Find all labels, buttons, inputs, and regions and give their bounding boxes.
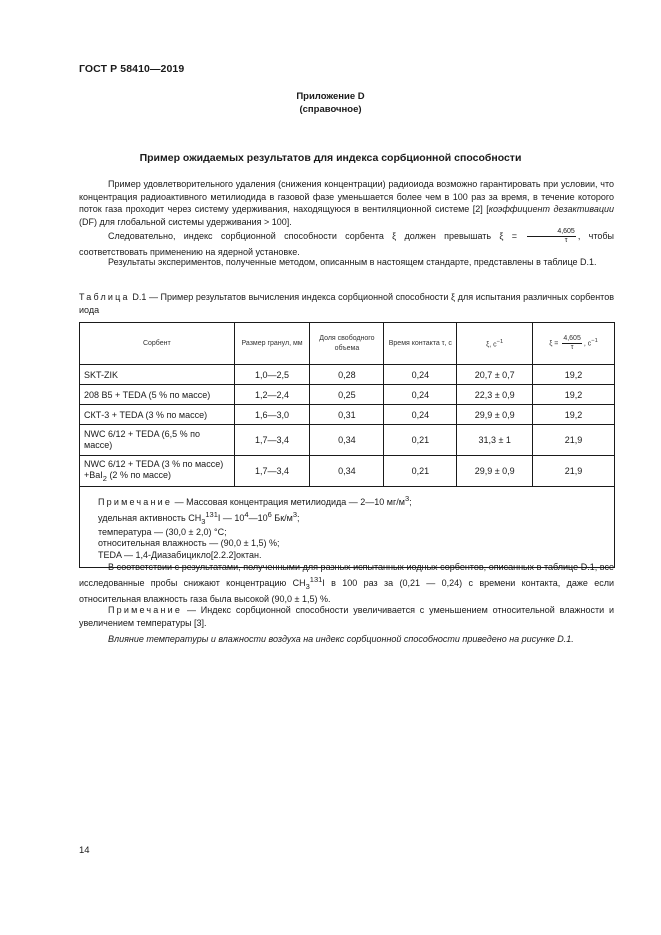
cell-time: 0,21 — [384, 456, 457, 487]
cell-sorbent: SKT-ZIK — [80, 365, 235, 385]
note-line-2-sup-c: 6 — [267, 509, 272, 519]
table-note — [80, 487, 615, 568]
header-xi-text: ξ, с — [486, 341, 497, 349]
note-line-2-sup-b: 4 — [244, 509, 249, 519]
cell-size: 1,2—2,4 — [234, 385, 310, 405]
note-line-2-text-c: —10 — [248, 512, 268, 523]
table-note-row — [80, 487, 615, 568]
cell-time: 0,24 — [384, 405, 457, 425]
header-xi — [457, 323, 533, 365]
cell-calc: 21,9 — [533, 456, 615, 487]
cell-xi: 29,9 ± 0,9 — [457, 405, 533, 425]
cell-calc: 21,9 — [533, 425, 615, 456]
note-line-2-end: ; — [297, 512, 300, 523]
table-row — [80, 425, 615, 456]
header-sorbent: Сорбент — [80, 323, 235, 365]
document-standard-number: ГОСТ Р 58410—2019 — [79, 63, 185, 75]
header-contact-time: Время контакта τ, с — [384, 323, 457, 365]
appendix-title: Приложение D — [296, 91, 365, 102]
cell-sorbent-sub: 2 — [102, 473, 107, 483]
cell-time: 0,21 — [384, 425, 457, 456]
table-label: Таблица — [79, 292, 130, 302]
cell-xi: 29,9 ± 0,9 — [457, 456, 533, 487]
note-line-2-text: удельная активность CH — [98, 512, 202, 523]
cell-free: 0,34 — [310, 456, 384, 487]
cell-sorbent-text-end: (2 % по массе) — [106, 469, 172, 480]
note-line-3: температура — (30,0 ± 2,0) °С; — [98, 526, 227, 537]
header-fraction — [562, 335, 582, 352]
note-line-2-text-b: I — 10 — [217, 512, 245, 523]
table-row — [80, 405, 615, 425]
cell-calc: 19,2 — [533, 385, 615, 405]
note-2-label: Примечание — [108, 605, 183, 615]
cell-free: 0,31 — [310, 405, 384, 425]
note-line-1-end: ; — [409, 497, 412, 507]
cell-free: 0,25 — [310, 385, 384, 405]
page-number: 14 — [79, 845, 90, 856]
cell-sorbent — [80, 456, 235, 487]
appendix-type: (справочное) — [299, 104, 362, 115]
paragraph-4-text-end: I в 100 раз за (0,21 — 0,24) с времени контакта, даже если относительная влажность газа была высокой (90,0 ± 1,5) %. — [79, 577, 614, 604]
cell-calc: 19,2 — [533, 365, 615, 385]
cell-sorbent: 208 B5 + TEDA (5 % по массе) — [80, 385, 235, 405]
cell-xi: 20,7 ± 0,7 — [457, 365, 533, 385]
cell-sorbent: СКТ-3 + TEDA (3 % по массе) — [80, 405, 235, 425]
paragraph-1 — [79, 178, 614, 228]
paragraph-5: Влияние температуры и влажности воздуха на индекс сорбционной способности приведено на рисунке D.1. — [108, 634, 574, 644]
appendix-header — [0, 90, 661, 116]
header-formula-right: , с — [583, 340, 592, 348]
note-line-5: TEDA — 1,4-Диазабицикло[2.2.2]октан. — [98, 549, 262, 560]
results-table — [79, 322, 615, 568]
note-line-1-text: — Массовая концентрация метилиодида — 2—10 мг/м — [172, 497, 405, 507]
note-2 — [79, 604, 614, 629]
paragraph-2-text: Следовательно, индекс сорбционной способности сорбента ξ должен превышать ξ = — [108, 230, 526, 241]
paragraph-4-sup: 131 — [309, 574, 323, 584]
table-row — [80, 456, 615, 487]
header-xi-sup: −1 — [496, 338, 504, 345]
cell-free: 0,28 — [310, 365, 384, 385]
header-formula-sup: −1 — [591, 338, 598, 345]
table-row — [80, 365, 615, 385]
paragraph-4-text: В соответствии с результатами, полученными для разных испытанных иодных сорбентов, описанных в таблице D.1, все исследованные пробы снижают концентрацию CH — [79, 562, 614, 588]
cell-size: 1,7—3,4 — [234, 425, 310, 456]
cell-xi: 31,3 ± 1 — [457, 425, 533, 456]
header-free-volume: Доля свободного объема — [310, 323, 384, 365]
header-formula-left: ξ = — [549, 340, 561, 348]
header-fraction-denominator: τ — [570, 344, 574, 351]
cell-sorbent-text: NWC 6/12 + TEDA (3 % по массе) +BaI — [84, 458, 224, 480]
paragraph-1-text-end: (DF) для глобальной системы удерживания > 100]. — [79, 216, 292, 227]
header-fraction-numerator: 4,605 — [563, 335, 581, 342]
cell-size: 1,0—2,5 — [234, 365, 310, 385]
header-size: Размер гранул, мм — [234, 323, 310, 365]
paragraph-1-italic: коэффициент дезактивации — [488, 204, 614, 215]
paragraph-4-sub: 3 — [305, 581, 310, 591]
cell-time: 0,24 — [384, 365, 457, 385]
note-2-text: — Индекс сорбционной способности увеличивается с уменьшением относительной влажности и увеличением температуры [3]. — [79, 605, 614, 628]
cell-size: 1,6—3,0 — [234, 405, 310, 425]
table-caption — [79, 291, 614, 316]
paragraph-2 — [79, 228, 614, 259]
note-label: Примечание — [98, 497, 173, 507]
note-line-2 — [98, 509, 602, 527]
note-line-1 — [98, 493, 602, 509]
note-line-2-sup: 131 — [205, 509, 218, 519]
paragraph-4 — [79, 561, 614, 606]
table-header-row — [80, 323, 615, 365]
paragraph-2-text-end: , чтобы соответствовать применению на ядерной установке. — [79, 230, 614, 257]
table-title: D.1 — Пример результатов вычисления индекса сорбционной способности ξ для испытания различных сорбентов иода — [79, 292, 614, 315]
cell-time: 0,24 — [384, 385, 457, 405]
paragraph-3: Результаты экспериментов, полученные методом, описанным в настоящем стандарте, представлены в таблице D.1. — [108, 257, 597, 267]
fraction-denominator: τ — [564, 237, 568, 244]
paragraph-1-text: Пример удовлетворительного удаления (снижения концентрации) радиоиода возможно гарантировать при условии, что концентрация радиоактивного метилиодида в газовой фазе уменьшается более чем в 100 раз за время, в течение которого поток газа проходит через систему удерживания, находящуюся в вентиляционной системе [2] [ — [79, 179, 614, 215]
cell-sorbent: NWC 6/12 + TEDA (6,5 % по массе) — [80, 425, 235, 456]
header-xi-formula — [533, 323, 615, 365]
cell-size: 1,7—3,4 — [234, 456, 310, 487]
note-line-2-text-d: Бк/м — [271, 512, 293, 523]
note-line-2-sup-d: 3 — [292, 509, 297, 519]
cell-free: 0,34 — [310, 425, 384, 456]
table-row — [80, 385, 615, 405]
section-heading: Пример ожидаемых результатов для индекса сорбционной способности — [139, 152, 522, 164]
cell-xi: 22,3 ± 0,9 — [457, 385, 533, 405]
cell-calc: 19,2 — [533, 405, 615, 425]
fraction-formula — [527, 228, 576, 245]
note-line-1-sup: 3 — [404, 494, 410, 503]
note-line-4: относительная влажность — (90,0 ± 1,5) %; — [98, 538, 280, 549]
fraction-numerator: 4,605 — [527, 228, 576, 237]
note-line-2-sub: 3 — [201, 516, 206, 526]
